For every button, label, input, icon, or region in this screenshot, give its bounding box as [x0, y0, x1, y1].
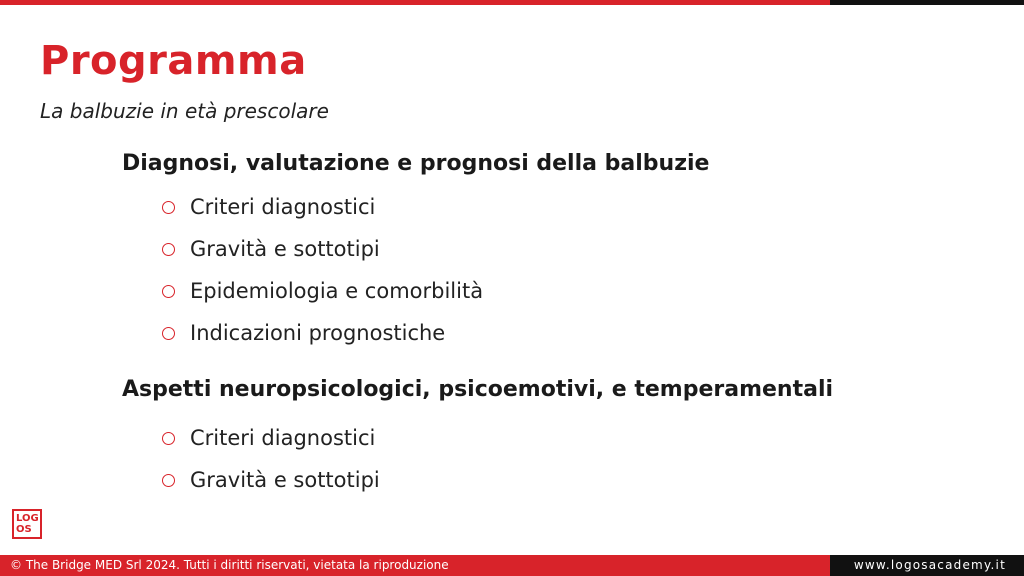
list-item-label: Gravità e sottotipi: [190, 237, 380, 261]
hollow-circle-icon: [162, 285, 175, 298]
logo-text-line1: LOG: [16, 513, 39, 524]
list-item-label: Criteri diagnostici: [190, 426, 376, 450]
list-item: [162, 417, 380, 459]
list-item: [162, 270, 483, 312]
section-list-aspetti: [162, 417, 380, 501]
list-item: [162, 459, 380, 501]
top-dark-bar: [830, 0, 1024, 5]
website-link[interactable]: www.logosacademy.it: [853, 558, 1006, 572]
list-item-label: Criteri diagnostici: [190, 195, 376, 219]
hollow-circle-icon: [162, 432, 175, 445]
top-accent-bar: [0, 0, 830, 5]
list-item-label: Indicazioni prognostiche: [190, 321, 446, 345]
section-list-diagnosi: [162, 186, 483, 354]
footer-bar: [0, 555, 1024, 576]
list-item: [162, 228, 483, 270]
list-item-label: Gravità e sottotipi: [190, 468, 380, 492]
list-item-label: Epidemiologia e comorbilità: [190, 279, 484, 303]
footer-dark-section: [830, 555, 1024, 576]
section-heading-aspetti: Aspetti neuropsicologici, psicoemotivi, e temperamentali: [122, 377, 834, 402]
logos-logo: [12, 509, 42, 539]
logo-text-line2: OS: [16, 524, 32, 535]
list-item: [162, 186, 483, 228]
hollow-circle-icon: [162, 327, 175, 340]
list-item: [162, 312, 483, 354]
hollow-circle-icon: [162, 201, 175, 214]
slide-title: Programma: [40, 38, 307, 84]
hollow-circle-icon: [162, 243, 175, 256]
slide-subtitle: La balbuzie in età prescolare: [40, 99, 329, 123]
copyright-text: © The Bridge MED Srl 2024. Tutti i diritti riservati, vietata la riproduzione: [10, 558, 449, 572]
footer-red-section: [0, 555, 830, 576]
hollow-circle-icon: [162, 474, 175, 487]
section-heading-diagnosi: Diagnosi, valutazione e prognosi della balbuzie: [122, 151, 710, 176]
